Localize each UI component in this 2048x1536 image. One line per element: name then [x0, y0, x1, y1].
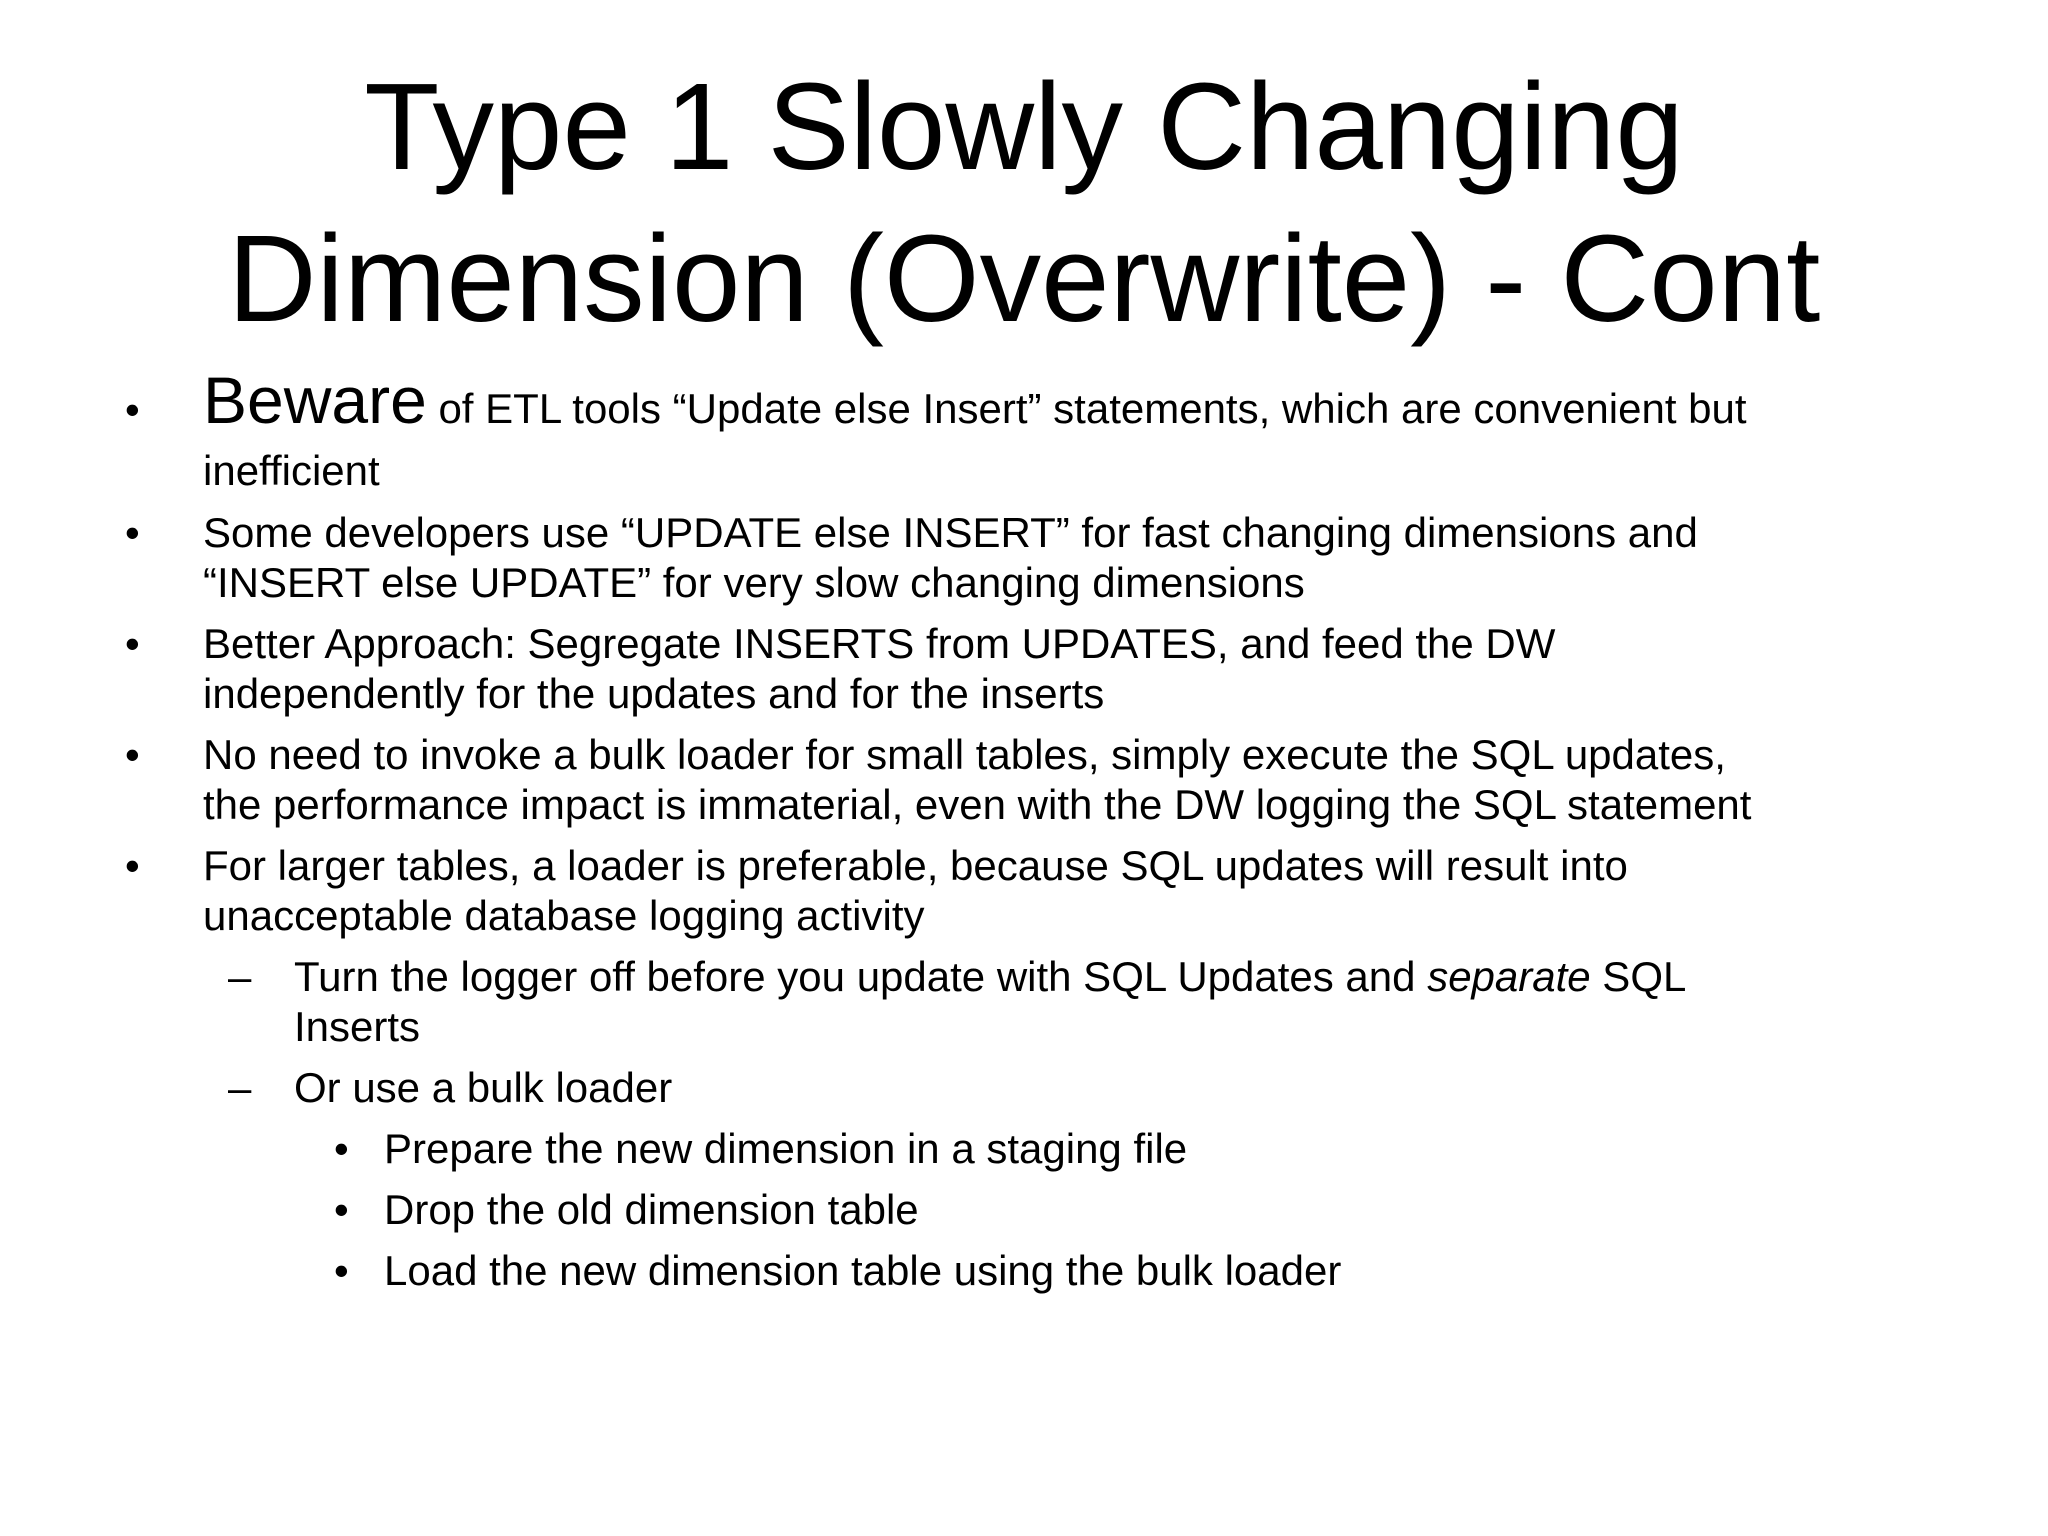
bullet-1-text: of ETL tools “Update else Insert” statements, which are convenient but — [426, 385, 1747, 432]
slide-title — [0, 52, 2048, 356]
bullet-icon: • — [125, 620, 140, 667]
title-line-2: Dimension (Overwrite) - Cont — [227, 211, 1821, 348]
bullet-5-line-1: For larger tables, a loader is preferable, because SQL updates will result into — [203, 842, 1628, 889]
bullet-icon: • — [125, 731, 140, 778]
subsubitem-1: Prepare the new dimension in a staging file — [384, 1125, 1188, 1172]
bullet-3-line-2: independently for the updates and for the inserts — [203, 670, 1105, 717]
dash-icon: – — [228, 953, 252, 1000]
bullet-2-line-1: Some developers use “UPDATE else INSERT” for fast changing dimensions and — [203, 509, 1698, 556]
bullet-2-line-2: “INSERT else UPDATE” for very slow changing dimensions — [203, 559, 1305, 606]
subsubitem-2: Drop the old dimension table — [384, 1186, 919, 1233]
subsubitem-3: Load the new dimension table using the bulk loader — [384, 1247, 1342, 1294]
subitem-1-text-before: Turn the logger off before you update with SQL Updates and — [294, 953, 1428, 1000]
subitem-1-text-after: SQL — [1590, 953, 1687, 1000]
bullet-icon: • — [125, 386, 140, 433]
subitem-1-italic: separate — [1427, 953, 1591, 1000]
dash-icon: – — [228, 1064, 252, 1111]
bullet-1-line-1 — [203, 363, 1747, 437]
bullet-icon: • — [334, 1125, 349, 1172]
subitem-2-line-1: Or use a bulk loader — [294, 1064, 673, 1111]
title-line-1: Type 1 Slowly Changing — [364, 59, 1684, 196]
bullet-icon: • — [334, 1247, 349, 1294]
bullet-icon: • — [125, 509, 140, 556]
bullet-4-line-2: the performance impact is immaterial, even with the DW logging the SQL statement — [203, 781, 1752, 828]
bullet-4-line-1: No need to invoke a bulk loader for small tables, simply execute the SQL updates, — [203, 731, 1726, 778]
bullet-1-lead: Beware — [203, 363, 427, 437]
bullet-5-line-2: unacceptable database logging activity — [203, 892, 925, 939]
subitem-1-line-2: Inserts — [294, 1003, 421, 1050]
bullet-1-line-2: inefficient — [203, 447, 380, 494]
subitem-1-line-1 — [294, 952, 1686, 1002]
bullet-icon: • — [334, 1186, 349, 1233]
bullet-3-line-1: Better Approach: Segregate INSERTS from UPDATES, and feed the DW — [203, 620, 1556, 667]
bullet-icon: • — [125, 842, 140, 889]
